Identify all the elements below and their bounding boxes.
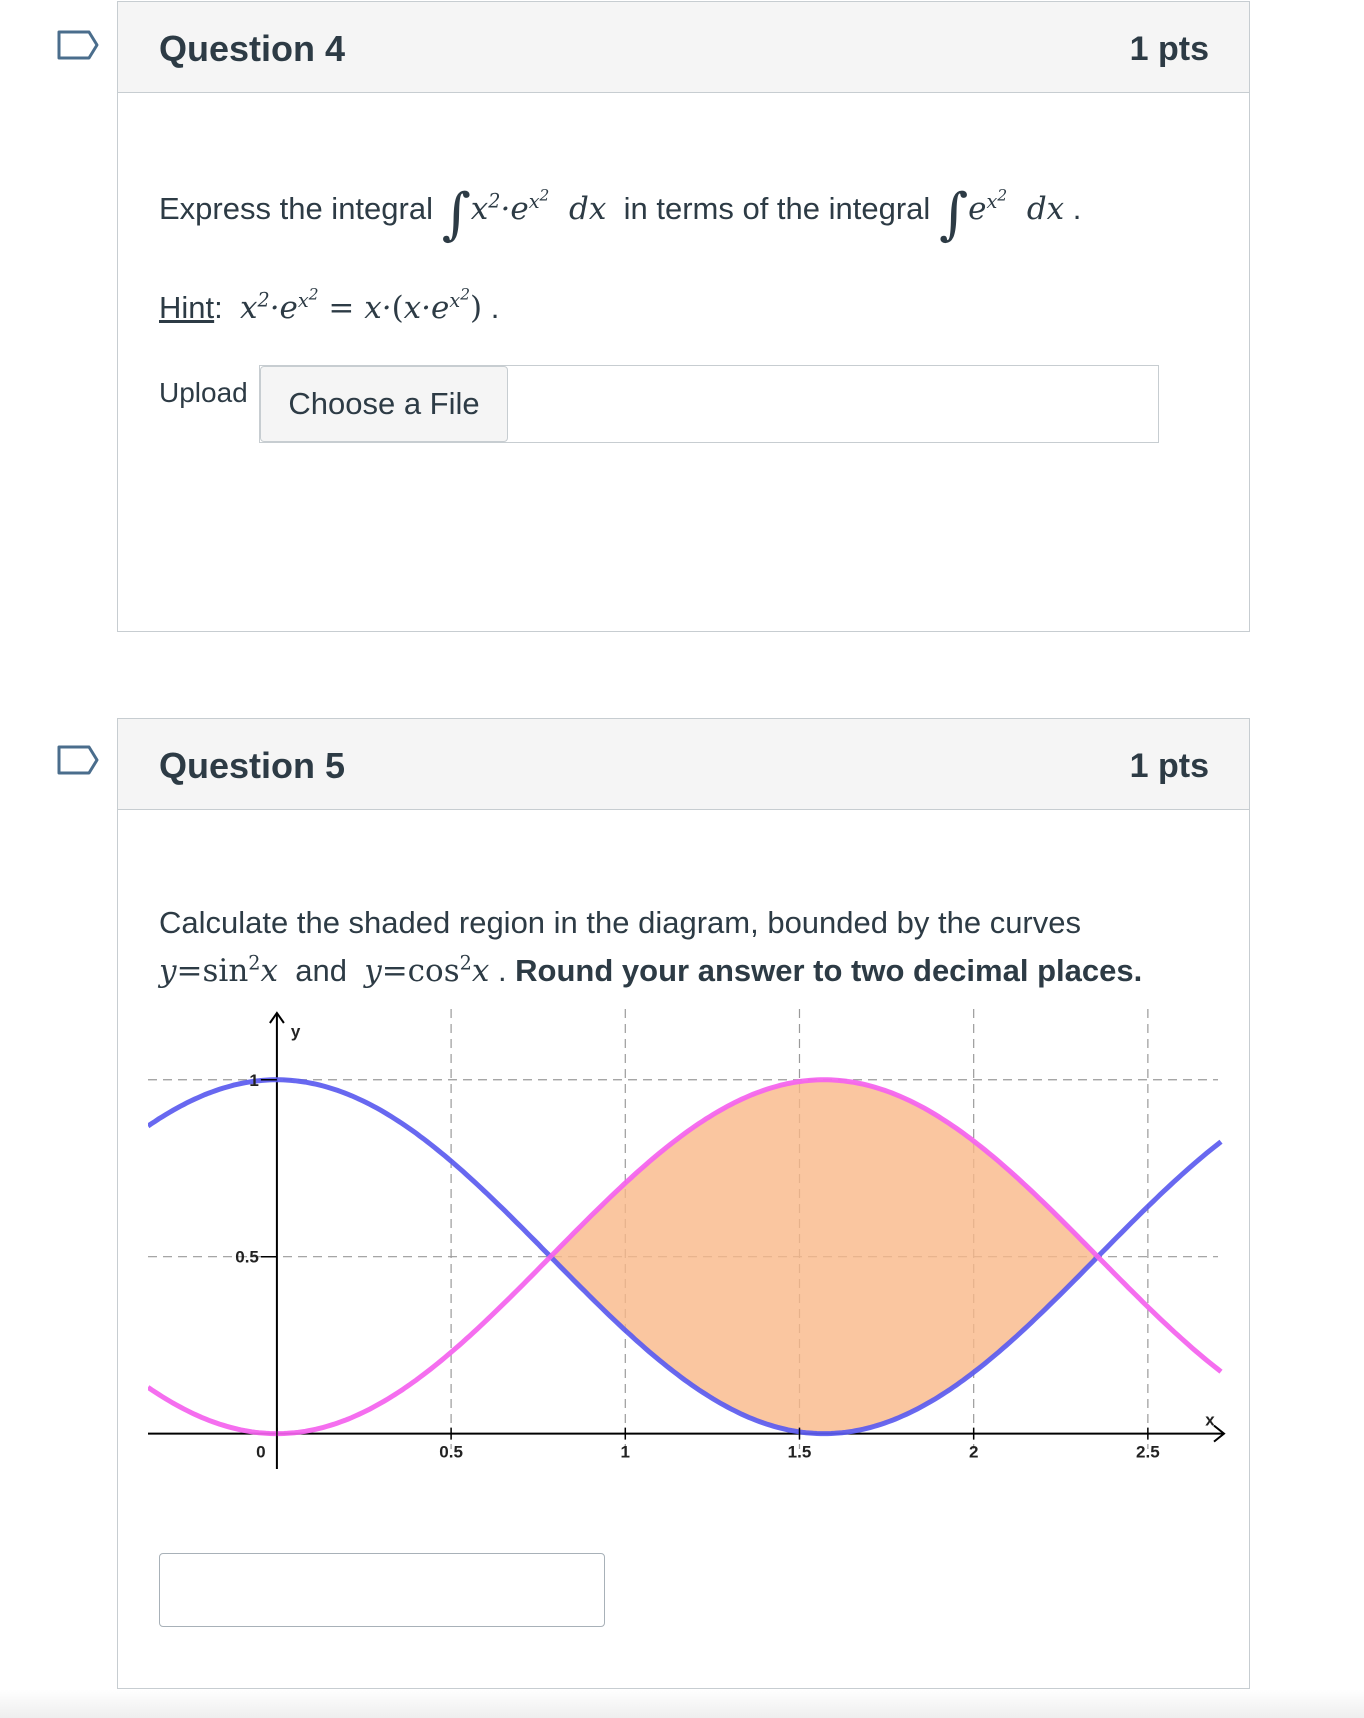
x-tick-label: 1.5	[787, 1442, 812, 1462]
question-points: 1 pts	[1129, 30, 1209, 68]
integrand-1: $x^2\cdot e^{x^2}$ dx	[470, 186, 607, 227]
prompt-and: and	[295, 953, 347, 988]
question-title: Question 4	[159, 28, 346, 69]
prompt-bold: Round your answer to two decimal places.	[515, 953, 1143, 988]
hint-label: Hint	[159, 290, 215, 325]
flag-question-5-icon[interactable]	[57, 745, 99, 775]
curve-2-formula: $y=\cos^2x$	[364, 951, 490, 989]
question-points: 1 pts	[1129, 747, 1209, 785]
x-tick-label: 1	[620, 1442, 631, 1462]
page-bottom-edge	[0, 1690, 1364, 1718]
hint-line: Hint: $x^2\cdot e^{x^2} = x\cdot(x\cdot e^{x^2})$ .	[159, 285, 500, 326]
file-upload-field[interactable]	[259, 365, 1159, 443]
x-tick-label: 2	[968, 1442, 979, 1462]
integral-sign: ∫	[441, 182, 471, 247]
y-axis-label: y	[290, 1022, 301, 1041]
upload-row	[159, 365, 1159, 445]
integral-sign-2: ∫	[938, 182, 969, 247]
x-axis-label: x	[1205, 1410, 1215, 1430]
integrand-2: $e^{x^2}$ dx	[968, 186, 1065, 227]
prompt-prefix: Express the integral	[159, 191, 433, 226]
y-tick-label: 0.5	[235, 1247, 259, 1267]
question-4-card	[117, 1, 1250, 632]
y-tick-label: 1	[249, 1070, 259, 1090]
question-4-prompt: Express the integral $\int x^2\cdot e^{x^2}$ dx in terms of the integral $\int e^{x^2}$ dx .	[159, 182, 1082, 247]
x-tick-label: 0.5	[439, 1442, 463, 1462]
question-4-header	[118, 2, 1249, 93]
hint-formula: $x^2\cdot e^{x^2} = x\cdot(x\cdot e^{x^2})$	[239, 285, 483, 326]
question-5-header	[118, 719, 1249, 810]
shaded-region	[550, 1080, 1097, 1434]
question-5-prompt: Calculate the shaded region in the diagram, bounded by the curves $y=\sin^2x$ and $y=\cos^2x$ . Round your answer to two decimal places.	[159, 905, 1143, 989]
x-tick-label: 0	[256, 1442, 266, 1462]
question-title: Question 5	[159, 745, 346, 786]
graph	[148, 1009, 1228, 1469]
answer-input[interactable]	[159, 1553, 605, 1627]
prompt-middle: in terms of the integral	[623, 191, 931, 226]
upload-label: Upload	[159, 377, 248, 408]
x-tick-label: 2.5	[1136, 1442, 1160, 1462]
question-5-card	[117, 718, 1250, 1689]
prompt-line-1: Calculate the shaded region in the diagram, bounded by the curves	[159, 905, 1081, 940]
curve-1-formula: $y=\sin^2x$	[159, 951, 278, 989]
choose-file-button[interactable]: Choose a File	[260, 366, 508, 442]
flag-question-4-icon[interactable]	[57, 30, 99, 60]
